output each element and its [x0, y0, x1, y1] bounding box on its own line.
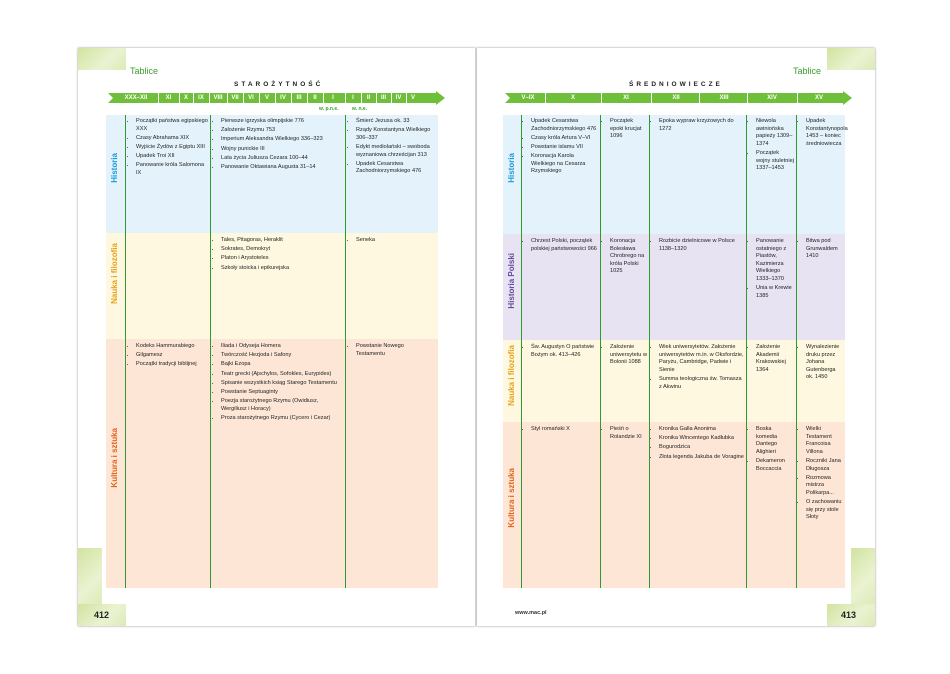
list-item: • Bajki Ezopa: [221, 361, 343, 369]
column-divider: [345, 115, 346, 588]
bullet-list: [215, 118, 343, 172]
century-tick: [747, 93, 748, 103]
century-tick: [179, 93, 180, 103]
corner-decoration: [78, 48, 126, 70]
row-label-nauka: Nauka i filozofia: [507, 345, 516, 406]
list-item: • Styl romański X: [531, 426, 598, 434]
cell-kultura-col1: [130, 343, 208, 371]
list-item: • Rządy Konstantyna Wielkiego 306–337: [356, 127, 434, 142]
list-item: • Kodeks Hammurabiego: [136, 343, 208, 351]
list-item: • Sokrates, Demokryt: [221, 246, 343, 254]
list-item: • Kronika Wincentego Kadłubka: [659, 435, 744, 443]
bullet-list: [750, 426, 794, 473]
cell-historia-col3: [653, 118, 744, 135]
row-label-historia: Historia: [507, 153, 516, 183]
cell-nauka-col5: [800, 344, 844, 384]
list-item: • Bitwa pod Grunwaldem 1410: [806, 238, 844, 261]
cell-polska-col4: [750, 238, 794, 302]
list-item: • Szkoły stoicka i epikurejska: [221, 265, 343, 273]
century-tick: [545, 93, 546, 103]
bullet-list: [653, 426, 744, 461]
list-item: • Bogurodzica: [659, 444, 744, 452]
row-label-nauka: Nauka i filozofia: [110, 243, 119, 304]
list-item: • Wielki Testament Francoisa Villona: [806, 426, 844, 456]
tab-label: Tablice: [793, 66, 822, 76]
century-tick: [193, 93, 194, 103]
page-number: 412: [94, 610, 110, 620]
list-item: • Powstanie Nowego Testamentu: [356, 343, 434, 358]
list-item: • Upadek Cesarstwa Zachodniorzymskiego 476: [531, 118, 598, 133]
list-item: • Wynalezienie druku przez Johana Gutenberga ok. 1450: [806, 344, 844, 382]
century-label: V: [264, 95, 269, 101]
cell-historia-col2: [604, 118, 647, 142]
century-label: II: [366, 95, 371, 101]
century-label: IX: [198, 95, 204, 101]
list-item: • Początki tradycji biblijnej: [136, 361, 208, 369]
corner-decoration: [827, 48, 875, 70]
website-link[interactable]: www.mac.pl: [515, 610, 547, 616]
timeline-notch: [106, 91, 113, 105]
bullet-list: [653, 118, 744, 133]
century-tick: [291, 93, 292, 103]
century-label: XV: [814, 95, 823, 101]
century-label: IV: [395, 95, 402, 101]
list-item: • Upadek Cesarstwa Zachodniorzymskiego 476: [356, 161, 434, 176]
list-item: • Seneka: [356, 237, 434, 245]
century-tick: [259, 93, 260, 103]
cell-historia-col3: [350, 118, 434, 178]
cell-polska-col5: [800, 238, 844, 262]
list-item: • Platon i Arystoteles: [221, 255, 343, 263]
bullet-list: [215, 237, 343, 272]
century-tick: [227, 93, 228, 103]
bullet-list: [525, 238, 598, 253]
century-label: I: [352, 95, 354, 101]
century-tick: [601, 93, 602, 103]
century-tick: [651, 93, 652, 103]
cell-historia-col5: [800, 118, 848, 150]
century-label: VI: [248, 95, 254, 101]
cell-nauka-col2: [215, 237, 343, 274]
cell-historia-col1: [130, 118, 208, 179]
cell-kultura-col2: [215, 343, 343, 424]
list-item: • O zachowaniu się przy stole Słoty: [806, 499, 844, 522]
bullet-list: [350, 343, 434, 358]
century-tick: [376, 93, 377, 103]
cell-polska-col2: [604, 238, 647, 278]
list-item: • Początek epoki krucjat 1096: [610, 118, 647, 141]
list-item: • Początki państwa egipskiego XXX: [136, 118, 208, 133]
list-item: • Tales, Pitagoras, Heraklit: [221, 237, 343, 245]
list-item: • Summa teologiczna św. Tomasza z Akwinu: [659, 376, 744, 391]
bullet-list: [130, 343, 208, 369]
bullet-list: [750, 118, 794, 173]
list-item: • Złota legenda Jakuba de Voragine: [659, 454, 744, 462]
century-tick: [158, 93, 159, 103]
list-item: • Czasy króla Artura V–VI: [531, 135, 598, 143]
list-item: • Czasy Abrahama XIX: [136, 135, 208, 143]
list-item: • Spisanie wszystkich ksiąg Starego Testamentu: [221, 380, 343, 388]
left-page: [78, 48, 476, 626]
list-item: • Rozmowa mistrza Polikarpa...: [806, 475, 844, 498]
bullet-list: [350, 118, 434, 176]
century-label: IV: [280, 95, 286, 101]
list-item: • Epoka wypraw krzyżowych do 1272: [659, 118, 744, 133]
list-item: • Powstanie islamu VII: [531, 144, 598, 152]
row-label-kultura: Kultura i sztuka: [507, 468, 516, 528]
corner-decoration: [78, 548, 102, 606]
bullet-list: [604, 344, 647, 367]
list-item: • Teatr grecki (Ajschylos, Sofokles, Eurypides): [221, 371, 343, 379]
century-tick: [361, 93, 362, 103]
century-label: XI: [623, 95, 629, 101]
list-item: • Twórczość Hezjoda i Safony: [221, 352, 343, 360]
cell-nauka-col3: [653, 344, 744, 393]
century-label: V–IX: [521, 95, 535, 101]
cell-nauka-col2: [604, 344, 647, 368]
era-title: STAROŻYTNOŚĆ: [234, 81, 324, 88]
century-label: XXX–XII: [124, 95, 148, 101]
bullet-list: [750, 344, 794, 374]
tab-label: Tablice: [130, 66, 159, 76]
bullet-list: [653, 238, 744, 253]
century-tick: [406, 93, 407, 103]
cell-nauka-col4: [750, 344, 794, 376]
century-label: III: [296, 95, 302, 101]
century-label: XIII: [719, 95, 729, 101]
list-item: • Powstanie Septuaginty: [221, 389, 343, 397]
century-tick: [209, 93, 210, 103]
century-label: VIII: [213, 95, 223, 101]
list-item: • Dekameron Boccaccia: [756, 458, 794, 473]
cell-polska-col3: [653, 238, 744, 255]
timeline-arrow: [843, 91, 852, 105]
century-tick: [391, 93, 392, 103]
cell-nauka-col3: [350, 237, 434, 246]
bullet-list: [800, 426, 844, 522]
century-tick: [243, 93, 244, 103]
bullet-list: [130, 118, 208, 178]
list-item: • Poezja starożytnego Rzymu (Owidiusz, Wergiliusz i Horacy): [221, 398, 343, 413]
list-item: • Chrzest Polski, początek polskiej państwowości 966: [531, 238, 598, 253]
cell-nauka-col1: [525, 344, 598, 361]
century-label: XI: [165, 95, 172, 101]
list-item: • Założenie Rzymu 753: [221, 127, 343, 135]
list-item: • Kronika Galla Anonima: [659, 426, 744, 434]
cell-historia-col4: [750, 118, 794, 174]
century-tick: [345, 93, 346, 103]
cell-kultura-col1: [525, 426, 598, 435]
list-item: • Wyjście Żydów z Egiptu XIII: [136, 144, 208, 152]
list-item: • Niewola awiniońska papieży 1309–1374: [756, 118, 794, 148]
cell-kultura-col2: [604, 426, 647, 443]
list-item: • Św. Augustyn O państwie Bożym ok. 413–426: [531, 344, 598, 359]
row-label-polska: Historia Polski: [507, 253, 516, 309]
bullet-list: [750, 238, 794, 300]
cell-historia-col2: [215, 118, 343, 173]
cell-historia-col1: [525, 118, 598, 178]
list-item: • Rozbicie dzielnicowe w Polsce 1138–1320: [659, 238, 744, 253]
list-item: • Unia w Krewie 1385: [756, 285, 794, 300]
list-item: • Panowanie ostatniego z Piastów, Kazimierza Wielkiego 1333–1370: [756, 238, 794, 284]
century-tick: [275, 93, 276, 103]
row-label-kultura: Kultura i sztuka: [110, 428, 119, 488]
century-tick: [699, 93, 700, 103]
bullet-list: [215, 343, 343, 423]
bullet-list: [604, 118, 647, 141]
list-item: • Upadek Troi XII: [136, 153, 208, 161]
era-title: ŚREDNIOWIECZE: [629, 81, 723, 88]
list-item: • Gilgamesz: [136, 352, 208, 360]
bullet-list: [604, 426, 647, 441]
bullet-list: [800, 344, 844, 382]
row-label-historia: Historia: [110, 153, 119, 183]
list-item: • Imperium Aleksandra Wielkiego 336–323: [221, 136, 343, 144]
century-tick: [307, 93, 308, 103]
list-item: • Wojny punickie III: [221, 146, 343, 154]
list-item: • Wiek uniwersytetów. Założenie uniwersytetów m.in. w Oksfordzie, Paryżu, Cambridge, Padwie i Sienie: [659, 344, 744, 374]
list-item: • Koronacja Bolesława Chrobrego na króla Polski 1025: [610, 238, 647, 276]
bullet-list: [800, 238, 844, 261]
list-item: • Śmierć Jezusa ok. 33: [356, 118, 434, 126]
century-label: XII: [672, 95, 680, 101]
list-item: • Założenie uniwersytetu w Bolonii 1088: [610, 344, 647, 367]
bullet-list: [525, 344, 598, 359]
page-number: 413: [841, 610, 857, 620]
list-item: • Pierwsze igrzyska olimpijskie 776: [221, 118, 343, 126]
list-item: • Panowanie króla Salomona IX: [136, 162, 208, 177]
century-label: X: [570, 95, 575, 101]
century-label: VII: [231, 95, 239, 101]
right-page: [477, 48, 875, 626]
list-item: • Początek wojny stuletniej 1337–1453: [756, 150, 794, 173]
cell-kultura-col4: [750, 426, 794, 475]
list-item: • Roczniki Jana Długosza: [806, 458, 844, 473]
list-item: • Założenie Akademii Krakowskiej 1364: [756, 344, 794, 374]
timeline-arrow: [436, 91, 445, 105]
century-label: X: [183, 95, 188, 101]
list-item: • Koronacja Karola Wielkiego na Cesarza Rzymskiego: [531, 153, 598, 176]
cell-polska-col1: [525, 238, 598, 255]
bullet-list: [525, 426, 598, 434]
century-tick: [323, 93, 324, 103]
list-item: • Upadek Konstantynopola 1453 – koniec średniowiecza: [806, 118, 844, 148]
list-item: • Proza starożytnego Rzymu (Cycero i Cezar): [221, 415, 343, 423]
cell-kultura-col3: [653, 426, 744, 463]
list-item: • Pieśń o Rolandzie XI: [610, 426, 647, 441]
bullet-list: [350, 237, 434, 245]
century-label: XIV: [767, 95, 777, 101]
bullet-list: [800, 118, 848, 148]
timeline-notch: [503, 91, 510, 105]
list-item: • Edykt mediolański – swoboda wyznaniowa chrześcijan 313: [356, 144, 434, 159]
century-tick: [797, 93, 798, 103]
list-item: • Boska komedia Dantego Alighieri: [756, 426, 794, 456]
century-label: V: [410, 95, 415, 101]
cell-kultura-col3: [350, 343, 434, 360]
list-item: • Iliada i Odyseja Homera: [221, 343, 343, 351]
era-mark-ad: w. n.e.: [352, 106, 368, 112]
corner-decoration: [851, 548, 875, 606]
list-item: • Panowanie Oktawiana Augusta 31–14: [221, 164, 343, 172]
cell-kultura-col5: [800, 426, 844, 524]
era-mark-bc: w. p.n.e.: [319, 106, 339, 112]
bullet-list: [604, 238, 647, 276]
century-label: II: [313, 95, 317, 101]
century-label: III: [380, 95, 386, 101]
bullet-list: [653, 344, 744, 391]
list-item: • Lata życia Juliusza Cezara 100–44: [221, 155, 343, 163]
bullet-list: [525, 118, 598, 176]
century-label: I: [332, 95, 334, 101]
